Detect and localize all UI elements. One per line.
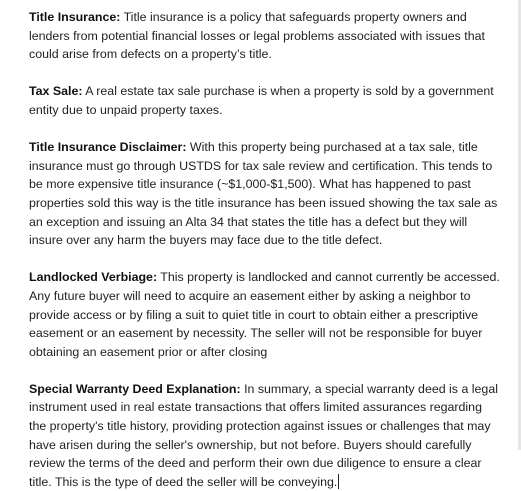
term-title-insurance: Title Insurance: (29, 10, 121, 24)
term-special-warranty-deed: Special Warranty Deed Explanation: (29, 381, 241, 396)
body-title-insurance: Title insurance is a policy that safeguards property owners and lenders from potential financial losses or legal problems associated with issues that could arise from defects on a property’s title. (29, 10, 485, 62)
paragraph-landlocked-verbiage (29, 268, 501, 361)
term-title-insurance-disclaimer: Title Insurance Disclaimer: (29, 140, 187, 155)
paragraph-title-insurance (29, 8, 501, 64)
paragraph-special-warranty-deed (29, 380, 501, 491)
paragraph-title-insurance-disclaimer (29, 138, 501, 250)
body-special-warranty-deed: In summary, a special warranty deed is a legal instrument used in real estate transactions that offers limited assurances regarding the property's title history, providing protection against issues or challenges that may have arisen during the seller's ownership, but not before. Buyers should carefully review the terms of the deed and perform their own due diligence to ensure a clear title. This is the type of deed the seller will be conveying. (29, 381, 498, 489)
body-landlocked-verbiage: This property is landlocked and cannot currently be accessed. Any future buyer will need to acquire an easement either by asking a neighbor to provide access or by filing a suit to quiet title in court to obtain either a prescriptive easement or an easement by necessity. The seller will not be responsible for buyer obtaining an easement prior or after closing (29, 270, 500, 359)
body-title-insurance-disclaimer: With this property being purchased at a tax sale, title insurance must go through USTDS for tax sale review and certification. This tends to be more expensive title insurance (~$1,000-$1,500). What has happened to past properties sold this way is the title insurance has been issued showing the tax sale as an exception and issuing an Alta 34 that states the title has a defect but they will insure over any harm the buyers may face due to the title defect. (29, 140, 498, 248)
body-tax-sale: A real estate tax sale purchase is when a property is sold by a government entity due to unpaid property taxes. (29, 84, 494, 117)
paragraph-tax-sale (29, 82, 501, 119)
term-tax-sale: Tax Sale: (29, 84, 83, 99)
text-cursor (338, 474, 339, 489)
term-landlocked-verbiage: Landlocked Verbiage: (29, 270, 158, 285)
